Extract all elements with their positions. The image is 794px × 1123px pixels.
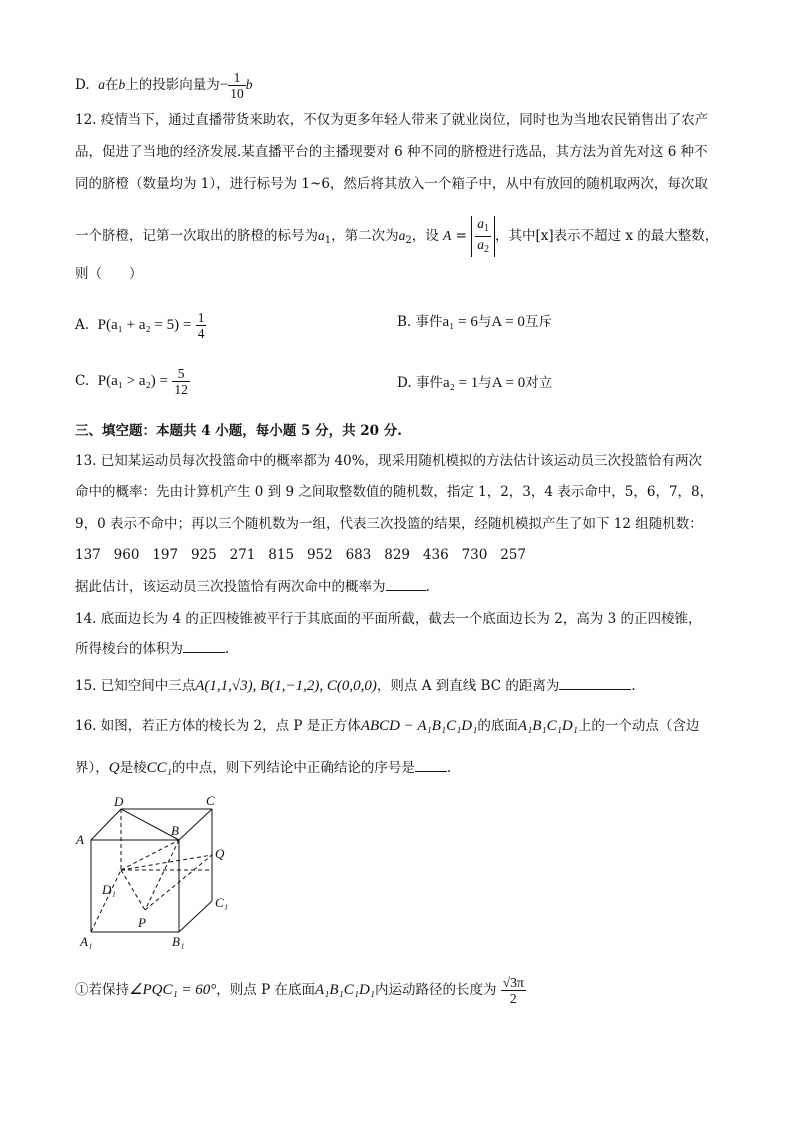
label-c1: C₁ [215,895,229,910]
section-heading: 三、填空题：本题共 4 小题，每小题 5 分，共 20 分. [75,423,402,439]
q14-line2: 所得棱台的体积为 . [75,641,230,657]
q12-option-d: D. 事件a₂ = 1与A = 0对立 [397,375,553,391]
q13-line2: 命中的概率：先由计算机产生 0 到 9 之间取整数值的随机数，指定 1，2，3，4 表示命中，5，6，7，8， [75,484,714,500]
label-d: D [114,794,124,809]
label-q: Q [215,846,225,861]
q13-line5: 据此估计，该运动员三次投篮恰有两次命中的概率为 . [75,579,430,595]
q12-option-a: A. P(a₁ + a₂ = 5) = $\frac{1}{4}$ [75,310,205,341]
edge-a1d1 [91,870,121,932]
answer-blank[interactable] [386,578,426,591]
label-d1: D₁ [102,882,116,897]
q13-line3: 9，0 表示不命中；再以三个随机数为一组，代表三次投篮的结果，经随机模拟产生了如下 12 组随机数： [75,516,703,532]
q13-random-numbers: 137 960 197 925 271 815 952 683 829 436 730 257 [75,547,526,563]
fraction: $\frac{1}{10}$ [230,70,244,101]
q12-option-b: B. 事件a₁ = 6与A = 0互斥 [397,314,552,330]
label-a1: A₁ [80,934,93,949]
cube-figure [70,790,240,950]
edge-bc [179,809,212,840]
q12-line1: 12. 疫情当下，通过直播带货来助农，不仅为更多年轻人带来了就业岗位，同时也为当地农民销售出了农产 [75,112,709,128]
q13-line1: 13. 已知某运动员每次投篮命中的概率都为 40%，现采用随机模拟的方法估计该运动员三次投篮恰有两次 [75,453,703,469]
q15: 15. 已知空间中三点A(1,1,√3), B(1,−1,2), C(0,0,0)，则点 A 到直线 BC 的距离为 . [75,678,636,694]
label-b: B [171,823,179,838]
label-c: C [206,793,215,808]
q12-line2: 品，促进了当地的经济发展.某直播平台的主播现要对 6 种不同的脐橙进行选品，其方法为首先对这 6 种不 [75,144,708,160]
line-d1p [121,870,145,910]
label-p: P [138,915,146,930]
edge-ad [91,809,121,840]
q12-line5: 则（ ） [75,266,143,282]
q14-line1: 14. 底面边长为 4 的正四棱锥被平行于其底面的平面所截，截去一个底面边长为 2，高为 3 的正四棱锥， [75,611,702,627]
q16-line1: 16. 如图，若正方体的棱长为 2，点 P 是正方体ABCD − A₁B₁C₁D₁的底面A₁B₁C₁D₁上的一个动点（含边 [75,718,700,734]
answer-blank[interactable] [415,759,447,772]
q12-option-c: C. P(a₁ > a₂) = $\frac{5}{12}$ [75,366,188,397]
q11-option-d: D. a在b上的投影向量为− $\frac{1}{10}$ b [75,70,253,101]
answer-blank[interactable] [183,640,225,653]
edge-b1c1 [179,901,212,932]
line-bp [145,840,179,910]
q16-line2: 界），Q是棱CC₁的中点，则下列结论中正确结论的序号是 . [75,760,452,776]
q12-line3: 同的脐橙（数量均为 1），进行标号为 1~6，然后将其放入一个箱子中，从中有放回的随机取两次，每次取 [75,176,708,192]
label-a: A [76,832,84,847]
q16-conclusion-1: ①若保持∠PQC₁ = 60°，则点 P 在底面A₁B₁C₁D₁内运动路径的长度为 $\frac{√3\pi}{2}$ [75,975,524,1006]
label-b1: B₁ [172,934,185,949]
q12-line4: 一个脐橙，记第一次取出的脐橙的标号为$a_1$，第二次为$a_2$，设 A = $\frac{a_1}{a_2}$ ，其中[x]表示不超过 x 的最大整数， [75,216,719,255]
answer-blank[interactable] [559,677,631,690]
